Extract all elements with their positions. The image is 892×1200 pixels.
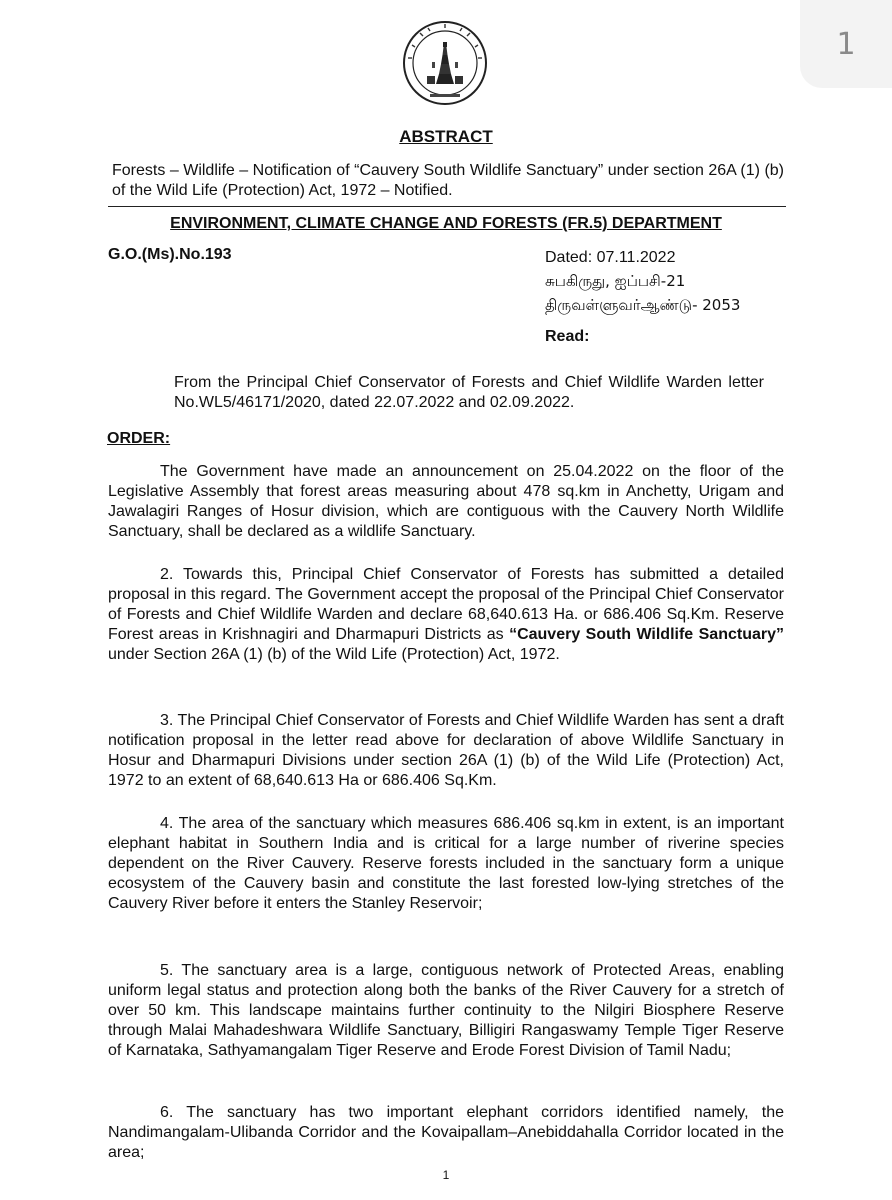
dated-line: Dated: 07.11.2022 bbox=[545, 249, 676, 266]
page-indicator bbox=[800, 0, 892, 88]
order-paragraph-5: 5. The sanctuary area is a large, contiguous network of Protected Areas, enabling uniform legal status and protection along both the banks of the River Cauvery for a stretch of over 50 km. This landscape maintains further continuity to the Nilgiri Biosphere Reserve through Malai Mahadeshwara Wildlife Sanctuary, Billigiri Rangaswamy Temple Tiger Reserve of Karnataka, Sathyamangalam Tiger Reserve and Erode Forest Division of Tamil Nadu; bbox=[108, 962, 784, 1059]
footer-page-number: 1 bbox=[442, 1168, 450, 1182]
order-paragraph-3: 3. The Principal Chief Conservator of Forests and Chief Wildlife Warden has sent a draft notification proposal in the letter read above for declaration of above Wildlife Sanctuary in Hosur and Dharmapuri Divisions under section 26A (1) (b) of the Wild Life (Protection) Act, 1972 to an extent of 68,640.613 Ha or 686.406 Sq.Km. bbox=[108, 712, 784, 789]
abstract-title: ABSTRACT bbox=[399, 127, 493, 146]
page-indicator-number: 1 bbox=[836, 26, 856, 62]
order-paragraph-6: 6. The sanctuary has two important elephant corridors identified namely, the Nandimangalam-Ulibanda Corridor and the Kovaipallam–Anebiddahalla Corridor located in the area; bbox=[108, 1104, 784, 1161]
abstract-subject: Forests – Wildlife – Notification of “Cauvery South Wildlife Sanctuary” under section 26A (1) (b) of the Wild Life (Protection) Act, 1972 – Notified. bbox=[112, 162, 784, 199]
order-paragraph-2 bbox=[108, 565, 784, 665]
reference-letter: From the Principal Chief Conservator of Forests and Chief Wildlife Warden letter No.WL5/46171/2020, dated 22.07.2022 and 02.09.2022. bbox=[174, 374, 764, 411]
order-paragraph-1: The Government have made an announcement on 25.04.2022 on the floor of the Legislative Assembly that forest areas measuring about 478 sq.km in Anchetty, Urigam and Jawalagiri Ranges of Hosur division, which are contiguous with the Cauvery North Wildlife Sanctuary, shall be declared as a wildlife Sanctuary. bbox=[108, 463, 784, 540]
department-heading: ENVIRONMENT, CLIMATE CHANGE AND FORESTS (FR.5) DEPARTMENT bbox=[170, 215, 722, 232]
paragraph-2-text-end: under Section 26A (1) (b) of the Wild Life (Protection) Act, 1972. bbox=[108, 646, 560, 663]
tamil-year-line: திருவள்ளுவர்ஆண்டு- 2053 bbox=[545, 296, 741, 314]
go-number: G.O.(Ms).No.193 bbox=[108, 246, 232, 263]
order-paragraph-4: 4. The area of the sanctuary which measures 686.406 sq.km in extent, is an important elephant habitat in Southern India and is critical for a large number of riverine species dependent on the River Cauvery. Reserve forests included in the sanctuary form a unique ecosystem of the Cauvery basin and constitute the last forested low-lying stretches of the Cauvery River before it enters the Stanley Reservoir; bbox=[108, 815, 784, 912]
paragraph-2-text: 2. Towards this, Principal Chief Conservator of Forests has submitted a detailed proposal in this regard. The Government accept the proposal of the Principal Chief Conservator of Forests and Chief Wildlife Warden and declare 68,640.613 Ha. or 686.406 Sq.Km. Reserve Forest areas in Krishnagiri and Dharmapuri Districts as bbox=[108, 566, 784, 643]
tamil-date-line: சுபகிருது, ஐப்பசி-21 bbox=[545, 272, 686, 290]
order-heading: ORDER: bbox=[107, 430, 171, 447]
read-label: Read: bbox=[545, 328, 590, 345]
tamil-nadu-state-emblem-icon bbox=[400, 18, 490, 108]
divider bbox=[108, 206, 786, 207]
sanctuary-name: “Cauvery South Wildlife Sanctuary” bbox=[509, 626, 785, 643]
